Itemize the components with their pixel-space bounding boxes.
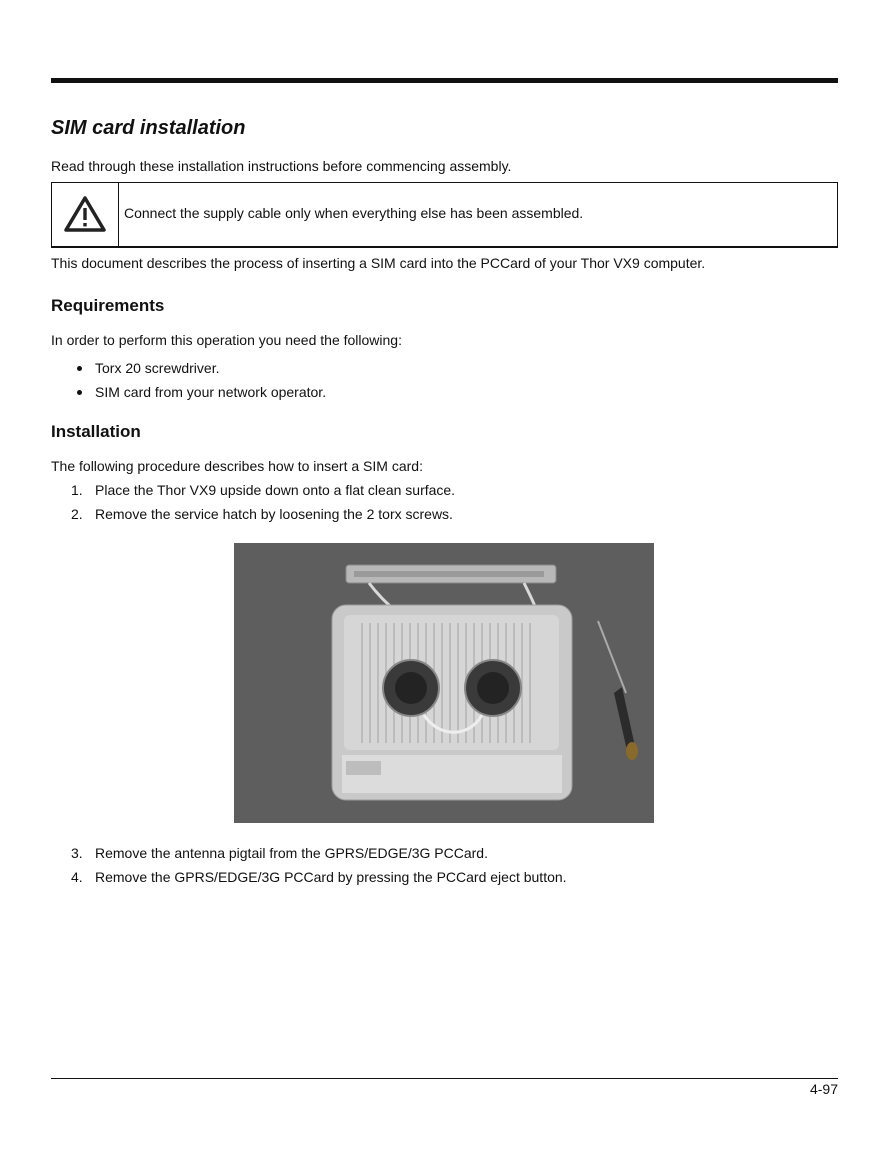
list-item: 3. Remove the antenna pigtail from the GPRS/EDGE/3G PCCard. [71,845,488,861]
header-rule [51,78,838,83]
steps-list-continued [51,841,567,889]
list-item: 2. Remove the service hatch by loosening the 2 torx screws. [71,506,453,522]
requirements-heading: Requirements [51,296,165,315]
warning-box [51,182,838,248]
list-item: SIM card from your network operator. [51,380,326,404]
description-paragraph: This document describes the process of inserting a SIM card into the PCCard of your Thor VX9 computer. [51,255,706,271]
requirements-lead: In order to perform this operation you need the following: [51,332,402,348]
requirements-list [51,356,326,404]
list-item: 1. Place the Thor VX9 upside down onto a flat clean surface. [71,482,456,498]
installation-heading: Installation [51,422,141,441]
intro-paragraph: Read through these installation instructions before commencing assembly. [51,158,512,174]
steps-list [51,478,455,526]
warning-text: Connect the supply cable only when everything else has been assembled. [124,205,584,221]
warning-triangle-icon [63,194,107,234]
page-number: 4-97 [809,1081,838,1097]
list-item: 4. Remove the GPRS/EDGE/3G PCCard by pressing the PCCard eject button. [71,869,567,885]
device-photo [234,543,654,823]
page-title: SIM card installation [51,117,246,139]
installation-lead: The following procedure describes how to insert a SIM card: [51,458,423,474]
footer-rule [51,1078,838,1079]
list-item: Torx 20 screwdriver. [51,356,326,380]
warning-icon-cell [52,183,119,246]
